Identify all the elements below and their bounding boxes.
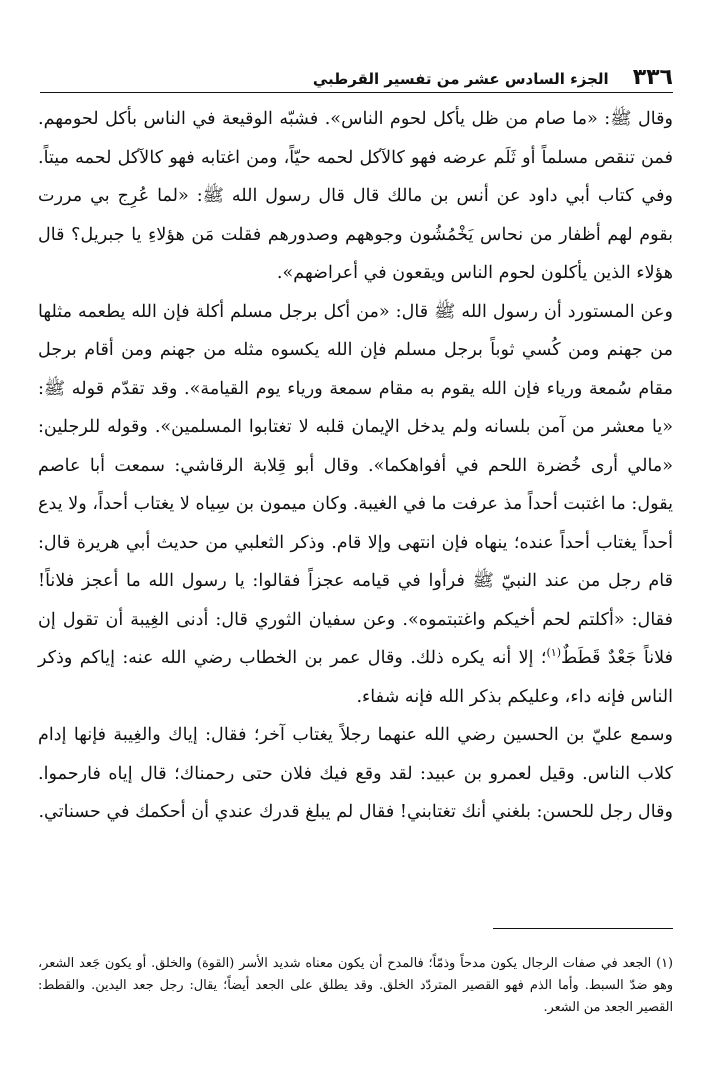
page-number: ٣٣٦ — [632, 65, 673, 90]
paragraph-2 — [38, 293, 673, 717]
footnote — [38, 953, 673, 1019]
footnote-marker[interactable]: (١) — [546, 646, 561, 660]
paragraph-3 — [38, 716, 673, 832]
paragraph-2-text: وعن المستورد أن رسول الله ﷺ قال: «من أكل برجل مسلم أكلة فإن الله يطعمه مثلها من جهنم ومن كُسي ثوباً برجل مسلم فإن الله يكسوه مثله من جهنم ومن أقام برجل مقام سُمعة ورياء فإن الله يقوم به مقام سمعة ورياء يوم القيامة». وقد تقدّم قوله ﷺ: «يا معشر من آمن بلسانه ولم يدخل الإيمان قلبه لا تغتابوا المسلمين». وقوله للرجلين: «مالي أرى خُضرة اللحم في أفواهكما». وقال أبو قِلابة الرقاشي: سمعت أبا عاصم يقول: ما اغتبت أحداً مذ عرفت ما في الغيبة. وكان ميمون بن سِياه لا يغتاب أحداً، ولا يدع أحداً يغتاب أحداً عنده؛ ينهاه فإن انتهى وإلا قام. وذكر الثعلبي من حديث أبي هريرة قال: قام رجل من عند النبيّ ﷺ فرأوا في قيامه عجزاً فقالوا: يا رسول الله ما أعجز فلاناً! فقال: «أكلتم لحم أخيكم واغتبتموه». وعن سفيان الثوري قال: أدنى الغِيبة أن تقول إن فلاناً جَعْدٌ قَطَطٌ — [38, 301, 673, 668]
paragraph-2-continued: ؛ إلا أنه يكره ذلك. وقال عمر بن الخطاب رضي الله عنه: إياكم وذكر الناس فإنه داء، وعليكم بذكر الله فإنه شفاء. — [38, 648, 673, 707]
footnote-divider — [493, 928, 673, 929]
footnote-text: (١) الجعد في صفات الرجال يكون مدحاً وذمّاً؛ فالمدح أن يكون معناه شديد الأسر (القوة) والخلق. أو يكون جَعد الشعر، وهو ضدّ السبط. وأما الذم فهو القصير المتردّد الخلق. وقد يطلق على الجعد أيضاً؛ يقال: رجل جعد اليدين. والقطط: القصير الجعد من الشعر. — [38, 956, 673, 1015]
paragraph-3-text: وسمع عليّ بن الحسين رضي الله عنهما رجلاً يغتاب آخر؛ فقال: إياك والغِيبة فإنها إدام كلاب الناس. وقيل لعمرو بن عبيد: لقد وقع فيك فلان حتى رحمناك؛ قال إياه فارحموا. وقال رجل للحسن: بلغني أنك تغتابني! فقال لم يبلغ قدرك عندي أن أحكمك في حسناتي. — [38, 725, 673, 822]
paragraph-1 — [38, 100, 673, 293]
running-head — [40, 58, 673, 93]
main-text — [38, 100, 673, 832]
running-title: الجزء السادس عشر من تفسير القرطبي — [312, 70, 609, 88]
paragraph-1-text: وقال ﷺ: «ما صام من ظل يأكل لحوم الناس». فشبّه الوقيعة في الناس بأكل لحومهم. فمن تنقص مسلماً أو ثَلَم عرضه فهو كالآكل لحمه حيّاً، ومن اغتابه فهو كالآكل لحمه ميتاً. وفي كتاب أبي داود عن أنس بن مالك قال قال رسول الله ﷺ: «لما عُرِج بي مررت بقوم لهم أظفار من نحاس يَخْمُشُون وجوههم وصدورهم فقلت مَن هؤلاءِ يا جبريل؟ قال هؤلاء الذين يأكلون لحوم الناس ويقعون في أعراضهم». — [38, 109, 673, 283]
